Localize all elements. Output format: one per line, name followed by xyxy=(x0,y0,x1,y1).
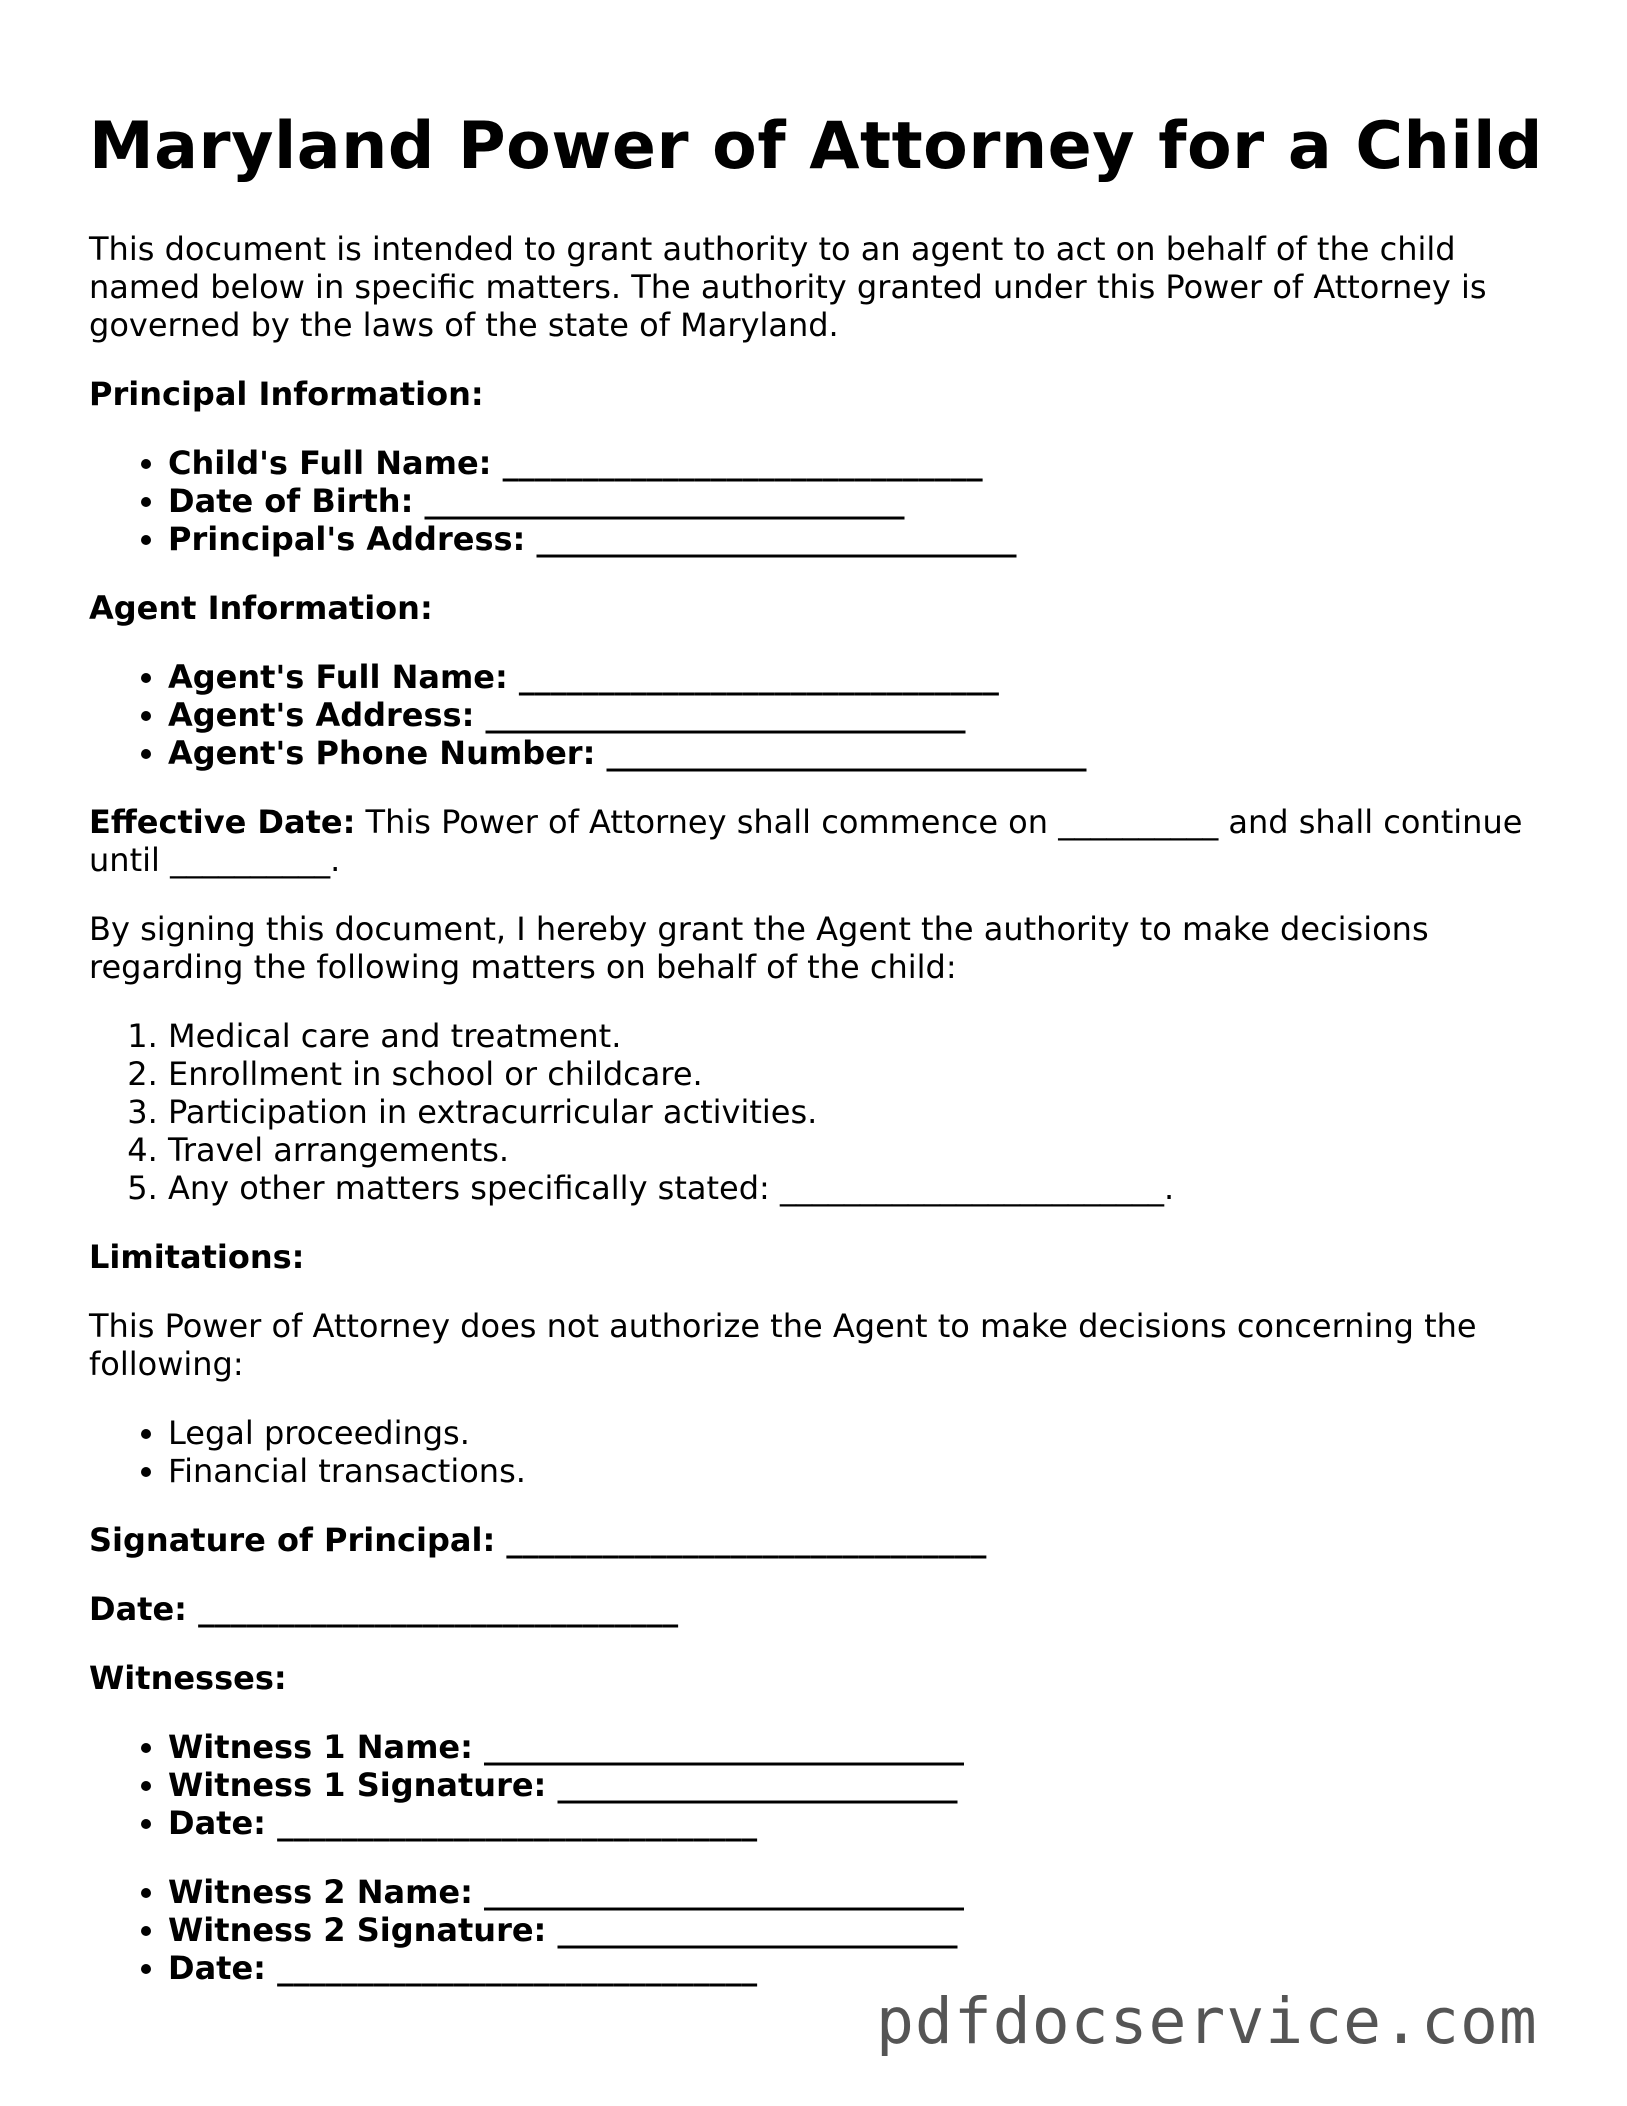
document-page xyxy=(89,108,1549,2018)
matter-item: 1. Medical care and treatment. xyxy=(168,1017,1549,1055)
witness-2-list xyxy=(89,1873,1549,1987)
principal-signature-line: Signature of Principal: ______________________________ xyxy=(89,1521,987,1559)
agent-full-name: • Agent's Full Name: ______________________________ xyxy=(168,658,1549,696)
witness-1-name: • Witness 1 Name: ______________________________ xyxy=(168,1728,1549,1766)
matter-item: 3. Participation in extracurricular activities. xyxy=(168,1093,1549,1131)
agent-address: • Agent's Address: ______________________________ xyxy=(168,696,1549,734)
principal-heading: Principal Information: xyxy=(89,375,484,413)
principal-date-of-birth: • Date of Birth: ______________________________ xyxy=(168,482,1549,520)
watermark: pdfdocservice.com xyxy=(876,1985,1538,2058)
limitations-list xyxy=(89,1414,1549,1490)
matter-item: 5. Any other matters specifically stated: ________________________. xyxy=(168,1169,1549,1207)
matter-item: 4. Travel arrangements. xyxy=(168,1131,1549,1169)
intro-paragraph: This document is intended to grant authority to an agent to act on behalf of the child named below in specific matters. The authority granted under this Power of Attorney is governed by the laws of the state of Maryland. xyxy=(89,230,1487,344)
witness-2-signature: • Witness 2 Signature: _________________________ xyxy=(168,1911,1549,1949)
principal-list xyxy=(89,444,1549,558)
effective-date-paragraph xyxy=(89,803,1549,879)
witness-2-name: • Witness 2 Name: ______________________________ xyxy=(168,1873,1549,1911)
limitations-paragraph: This Power of Attorney does not authorize the Agent to make decisions concerning the following: xyxy=(89,1307,1477,1383)
witnesses-heading: Witnesses: xyxy=(89,1659,287,1697)
agent-list xyxy=(89,658,1549,772)
witness-1-date: • Date: ______________________________ xyxy=(168,1804,1549,1842)
principal-address: • Principal's Address: ______________________________ xyxy=(168,520,1549,558)
document-title: Maryland Power of Attorney for a Child xyxy=(89,109,1543,184)
agent-heading: Agent Information: xyxy=(89,589,433,627)
witness-1-list xyxy=(89,1728,1549,1842)
authority-paragraph: By signing this document, I hereby grant the Agent the authority to make decisions regarding the following matters on behalf of the child: xyxy=(89,910,1429,986)
agent-phone: • Agent's Phone Number: ______________________________ xyxy=(168,734,1549,772)
witness-1-signature: • Witness 1 Signature: _________________________ xyxy=(168,1766,1549,1804)
limitation-item: • Legal proceedings. xyxy=(168,1414,1549,1452)
limitation-item: • Financial transactions. xyxy=(168,1452,1549,1490)
effective-date-label: Effective Date: xyxy=(89,803,356,841)
witness-2-date: • Date: ______________________________ xyxy=(168,1949,1549,1987)
principal-child-name: • Child's Full Name: ______________________________ xyxy=(168,444,1549,482)
limitations-heading: Limitations: xyxy=(89,1238,305,1276)
effective-date-text: This Power of Attorney shall commence on __________ and shall continue until __________. xyxy=(89,803,1523,879)
principal-date-line: Date: ______________________________ xyxy=(89,1590,679,1628)
matter-item: 2. Enrollment in school or childcare. xyxy=(168,1055,1549,1093)
matters-list xyxy=(89,1017,1549,1207)
